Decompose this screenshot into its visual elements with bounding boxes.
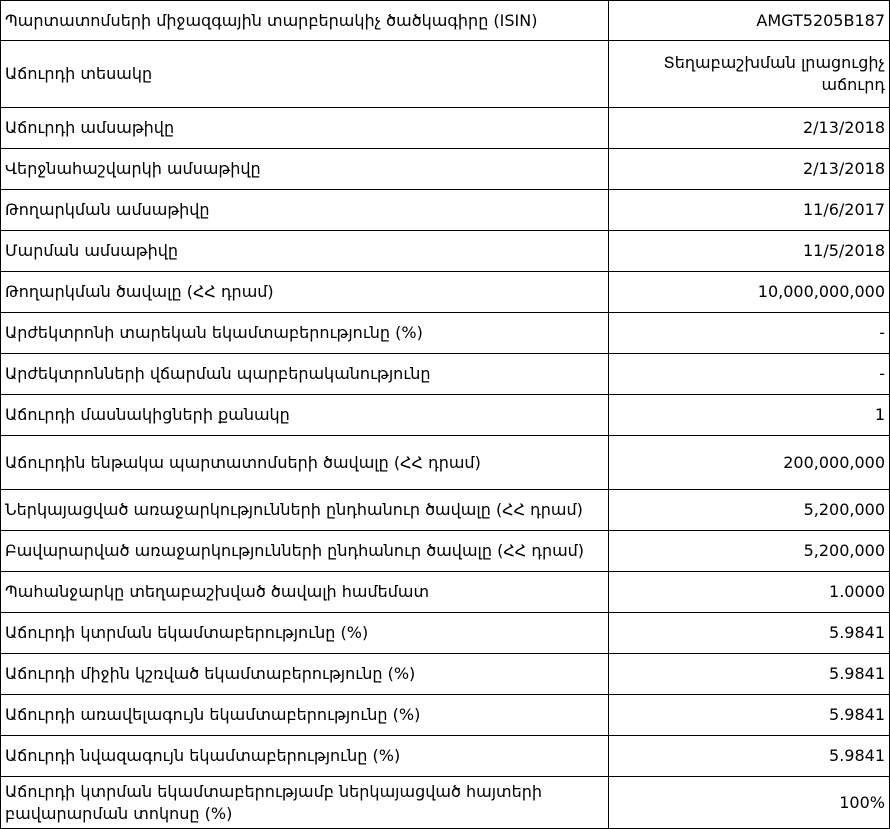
table-row [1, 149, 890, 190]
row-label: Պարտատոմսերի միջազգային տարբերակիչ ծածկագիրը (ISIN) [1, 1, 609, 41]
row-label: Աճուրդի կտրման եկամտաբերությամբ ներկայացված հայտերի բավարարման տոկոսը (%) [1, 777, 609, 829]
table-row [1, 613, 890, 654]
table-row [1, 108, 890, 149]
row-value: 100% [609, 777, 890, 829]
row-label: Բավարարված առաջարկությունների ընդհանուր ծավալը (ՀՀ դրամ) [1, 531, 609, 572]
table-row [1, 436, 890, 490]
table-row [1, 490, 890, 531]
row-value: 11/5/2018 [609, 231, 890, 272]
table-row [1, 1, 890, 41]
row-label: Աճուրդի մասնակիցների քանակը [1, 395, 609, 436]
row-label: Մարման ամսաթիվը [1, 231, 609, 272]
row-label: Ներկայացված առաջարկությունների ընդհանուր ծավալը (ՀՀ դրամ) [1, 490, 609, 531]
table-row [1, 572, 890, 613]
row-label: Թողարկման ամսաթիվը [1, 190, 609, 231]
table-row [1, 231, 890, 272]
row-value: 1.0000 [609, 572, 890, 613]
row-value: - [609, 354, 890, 395]
row-label: Պահանջարկը տեղաբաշխված ծավալի համեմատ [1, 572, 609, 613]
row-value: Տեղաբաշխման լրացուցիչ աճուրդ [609, 41, 890, 108]
row-label: Աճուրդի ամսաթիվը [1, 108, 609, 149]
table-row [1, 736, 890, 777]
row-label: Աճուրդին ենթակա պարտատոմսերի ծավալը (ՀՀ դրամ) [1, 436, 609, 490]
row-label: Աճուրդի առավելագույն եկամտաբերությունը (%) [1, 695, 609, 736]
row-label: Արժեկտրոնների վճարման պարբերականությունը [1, 354, 609, 395]
table-row [1, 272, 890, 313]
table-row [1, 654, 890, 695]
table-row [1, 313, 890, 354]
row-value: 2/13/2018 [609, 149, 890, 190]
row-value: 1 [609, 395, 890, 436]
row-value: 10,000,000,000 [609, 272, 890, 313]
row-label: Աճուրդի նվազագույն եկամտաբերությունը (%) [1, 736, 609, 777]
table-row [1, 531, 890, 572]
table-row [1, 395, 890, 436]
table-row [1, 777, 890, 829]
row-value: AMGT5205B187 [609, 1, 890, 41]
row-value: 5,200,000 [609, 490, 890, 531]
table-row [1, 695, 890, 736]
row-value: 5.9841 [609, 654, 890, 695]
row-label: Վերջնահաշվարկի ամսաթիվը [1, 149, 609, 190]
table-row [1, 190, 890, 231]
row-value: 5.9841 [609, 736, 890, 777]
row-value: 5.9841 [609, 613, 890, 654]
row-value: 200,000,000 [609, 436, 890, 490]
row-label: Արժեկտրոնի տարեկան եկամտաբերությունը (%) [1, 313, 609, 354]
table-row [1, 41, 890, 108]
row-label: Թողարկման ծավալը (ՀՀ դրամ) [1, 272, 609, 313]
row-value: - [609, 313, 890, 354]
table-row [1, 354, 890, 395]
row-value: 5,200,000 [609, 531, 890, 572]
row-value: 11/6/2017 [609, 190, 890, 231]
row-label: Աճուրդի կտրման եկամտաբերությունը (%) [1, 613, 609, 654]
row-value: 5.9841 [609, 695, 890, 736]
row-label: Աճուրդի միջին կշռված եկամտաբերությունը (%) [1, 654, 609, 695]
row-label: Աճուրդի տեսակը [1, 41, 609, 108]
row-value: 2/13/2018 [609, 108, 890, 149]
